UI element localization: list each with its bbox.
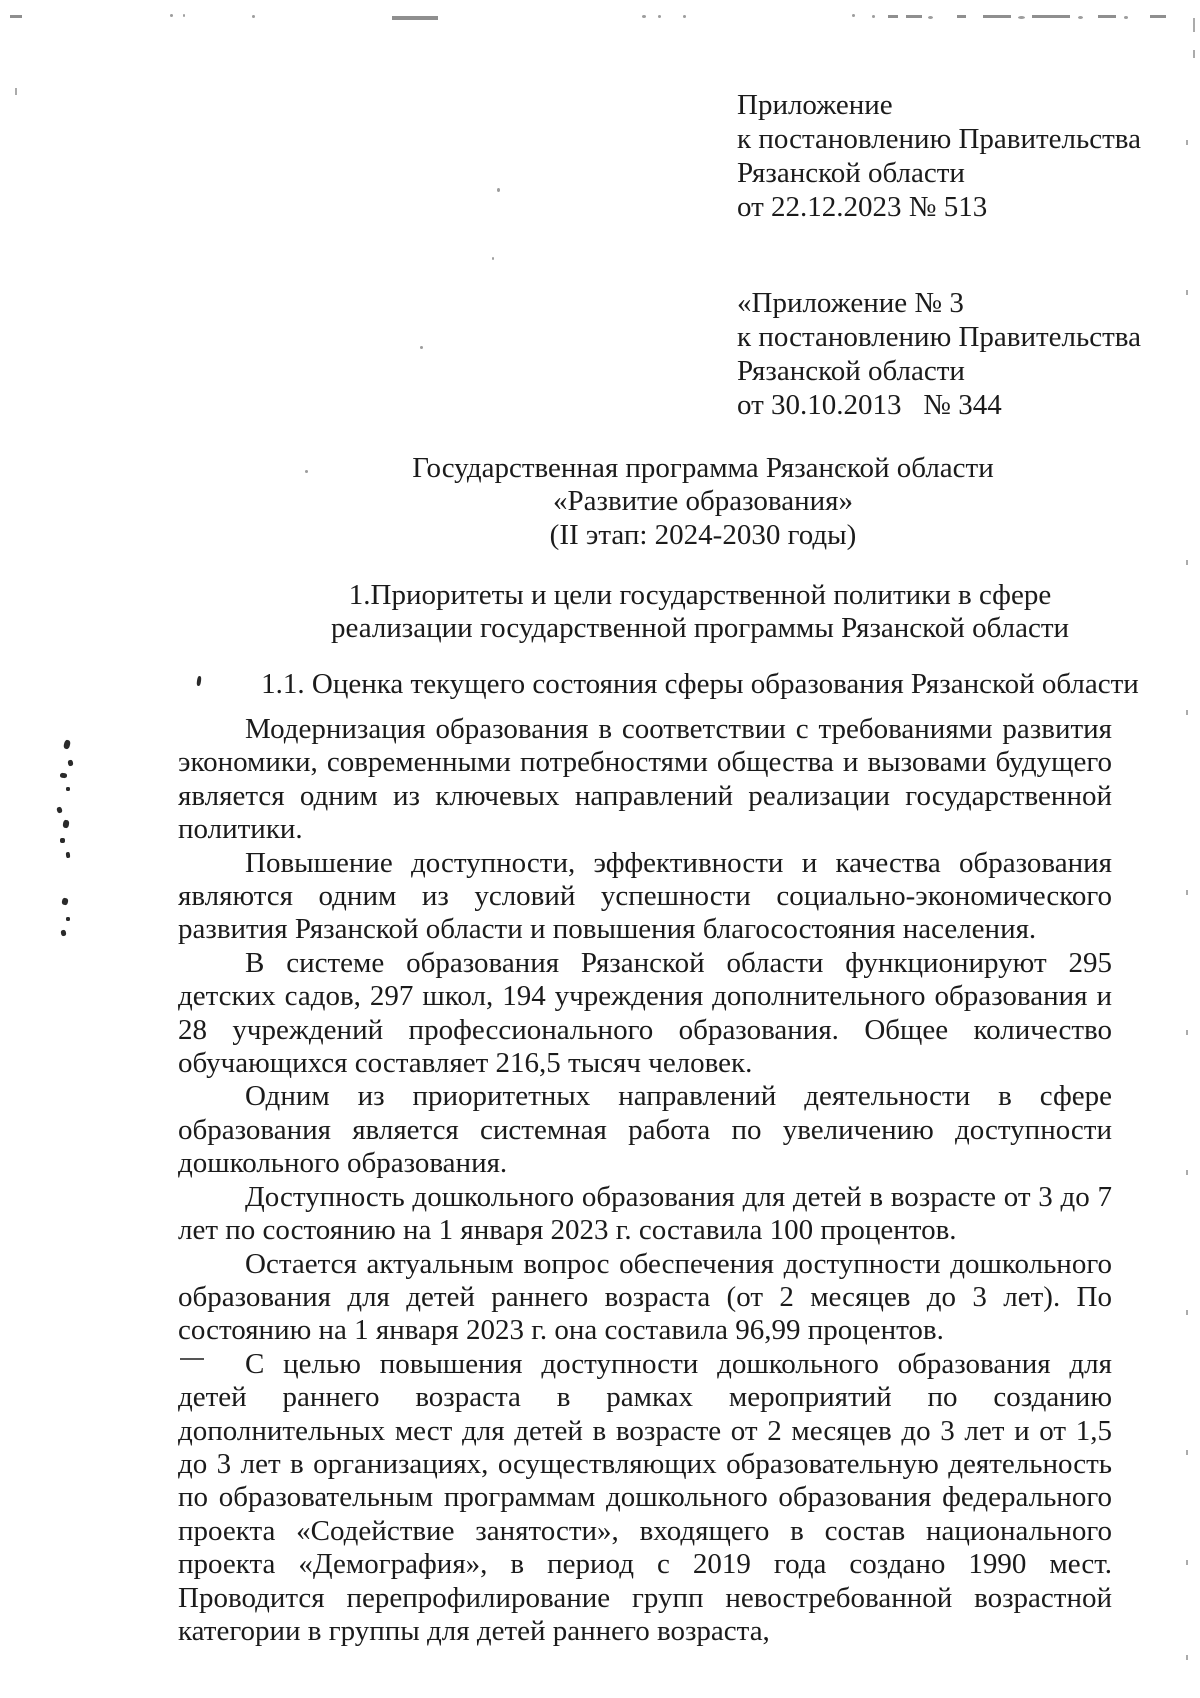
appendix-reference-2 xyxy=(737,286,1141,422)
text-line: к постановлению Правительства xyxy=(737,123,1141,155)
text-line: от 22.12.2023 № 513 xyxy=(737,191,988,223)
body-paragraph: Повышение доступности, эффективности и качества образования являются одним из условий успешности социально-экономического развития Рязанской области и повышения благосостояния населения. xyxy=(178,846,1112,946)
body-paragraph: В системе образования Рязанской области функционируют 295 детских садов, 297 школ, 194 учреждения дополнительного образования и 28 учреждений профессионального образования. Общее количество обучающихся составляет 216,5 тысяч человек. xyxy=(178,946,1112,1080)
body-paragraph: Доступность дошкольного образования для детей в возрасте от 3 до 7 лет по состоянию на 1 января 2023 г. составила 100 процентов. xyxy=(178,1180,1112,1247)
text-line: Приложение xyxy=(737,89,893,121)
document-body xyxy=(178,713,1112,1648)
text-line: от 30.10.2013 № 344 xyxy=(737,389,1002,421)
heading-line: 1.Приоритеты и цели государственной политики в сфере xyxy=(348,579,1052,611)
text-line: «Приложение № 3 xyxy=(737,287,964,319)
text-line: Рязанской области xyxy=(737,355,965,387)
body-paragraph: Остается актуальным вопрос обеспечения доступности дошкольного образования для детей раннего возраста (от 2 месяцев до 3 лет). По состоянию на 1 января 2023 г. она составила 96,99 процентов. xyxy=(178,1247,1112,1347)
section-1-1-heading: 1.1. Оценка текущего состояния сферы образования Рязанской области xyxy=(261,668,1139,700)
title-line: (II этап: 2024-2030 годы) xyxy=(549,518,857,551)
text-line: Рязанской области xyxy=(737,157,965,189)
text-line: к постановлению Правительства xyxy=(737,321,1141,353)
body-paragraph: Модернизация образования в соответствии с требованиями развития экономики, современными потребностями общества и вызовами будущего является одним из ключевых направлений реализации государственной политики. xyxy=(178,713,1112,846)
title-line: «Развитие образования» xyxy=(553,485,853,518)
body-paragraph: Одним из приоритетных направлений деятельности в сфере образования является системная работа по увеличению доступности дошкольного образования. xyxy=(178,1080,1112,1180)
body-paragraph: С целью повышения доступности дошкольного образования для детей раннего возраста в рамках мероприятий по созданию дополнительных мест для детей в возрасте от 2 месяцев до 3 лет и от 1,5 до 3 лет в организациях, осуществляющих образовательную деятельность по образовательным программам дошкольного образования федерального проекта «Содействие занятости», входящего в состав национального проекта «Демография», в период с 2019 года создано 1990 мест. Проводится перепрофилирование групп невостребованной возрастной категории в группы для детей раннего возраста, xyxy=(178,1347,1112,1647)
section-1-heading xyxy=(300,579,1100,646)
document-title xyxy=(303,452,1103,552)
title-line: Государственная программа Рязанской области xyxy=(412,452,994,484)
heading-line: реализации государственной программы Рязанской области xyxy=(330,612,1070,645)
appendix-reference-1 xyxy=(737,88,1141,224)
